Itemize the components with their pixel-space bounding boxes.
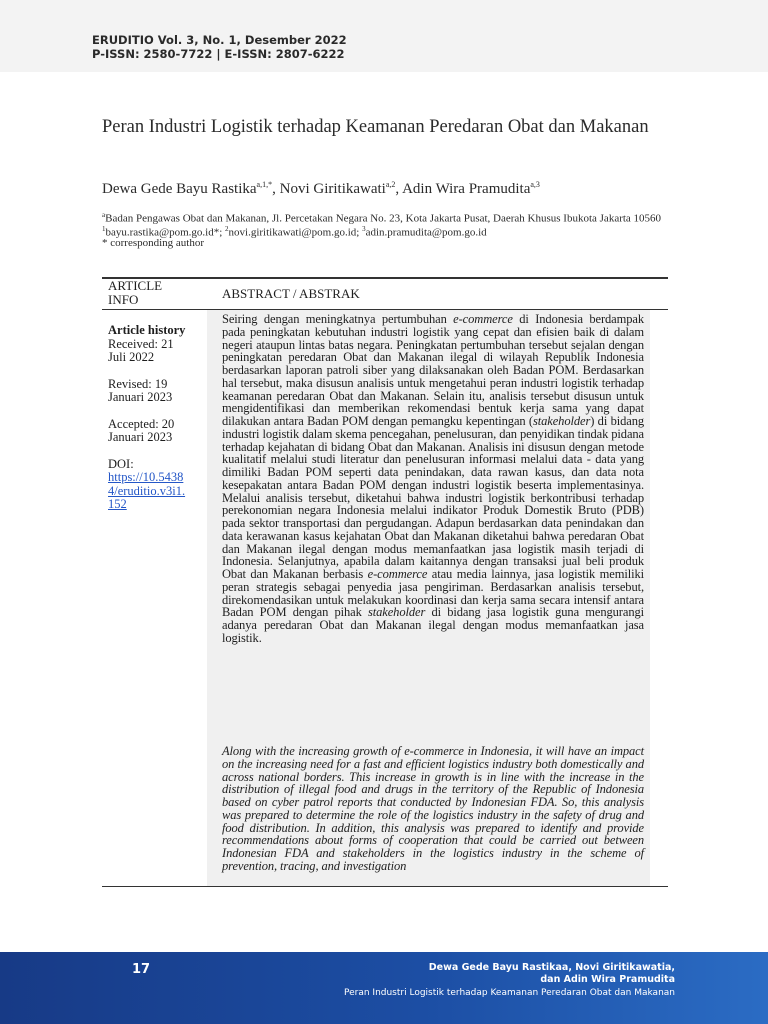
corresponding-note: * corresponding author bbox=[102, 237, 205, 250]
abstract-italic-term: stakeholder bbox=[367, 605, 426, 620]
abstract-text-run: di bidang jasa logistik guna mengurangi adanya peredaran Obat dan Makanan ilegal dengan modus memanfaatkan jasa logistik. bbox=[222, 605, 644, 645]
abstract-italic-term: e-commerce bbox=[453, 312, 513, 326]
email: novi.giritikawati@pom.go.id; bbox=[228, 226, 363, 239]
author-name: Adin Wira Pramudita bbox=[402, 181, 531, 197]
accepted-date: Accepted: 20 Januari 2023 bbox=[108, 416, 175, 444]
article-info-column bbox=[108, 324, 188, 525]
abstract-italic-term: e-commerce bbox=[367, 567, 428, 581]
email: bayu.rastika@pom.go.id*; bbox=[105, 226, 226, 239]
table-bottom-rule bbox=[102, 886, 668, 887]
journal-header bbox=[92, 33, 347, 61]
author-affiliation-mark: a,3 bbox=[530, 180, 540, 189]
received-date: Received: 21 Juli 2022 bbox=[108, 336, 174, 364]
doi-label: DOI: bbox=[108, 456, 134, 471]
abstract-heading: ABSTRACT / ABSTRAK bbox=[222, 286, 360, 301]
abstract-text-run: Seiring dengan meningkatnya pertumbuhan bbox=[222, 312, 454, 326]
abstract-english: Along with the increasing growth of e-commerce in Indonesia, it will have an impact on the increasing need for a fast and efficient logistics industry both domestically and across national borders. This increase in growth is in line with the increase in the distribution of illegal food and drugs in the territory of the Republic of Indonesia based on cyber patrol reports that conducted by Indonesian FDA. So, this analysis was prepared to determine the role of the logistics industry in the safety of drug and food distribution. In addition, this analysis was prepared to identify and provide recommendations about forms of cooperation that could be carried out between Indonesian FDA and stakeholders in the logistics industry in the scheme of prevention, tracing, and investigation bbox=[222, 744, 644, 873]
author-name: Dewa Gede Bayu Rastika bbox=[102, 181, 257, 197]
doi-link[interactable]: https://10.54384/eruditio.v3i1.152 bbox=[108, 470, 186, 511]
footer-authors: Dewa Gede Bayu Rastikaa, Novi Giritikawatia, dan Adin Wira Pramudita bbox=[428, 962, 675, 985]
article-title: Peran Industri Logistik terhadap Keamanan Peredaran Obat dan Makanan bbox=[102, 117, 649, 137]
email: adin.pramudita@pom.go.id bbox=[365, 226, 487, 239]
abstract-text-run: ) di bidang industri logistik dalam skema pencegahan, penelusuran, dan penyidikan tindak pidana terhadap kejahatan di bidang Obat dan Makanan. Analisis ini disusun dengan metode kualitatif melalui studi literatur dan penelusuran informasi melalui data - data yang dimiliki Badan POM seperti data penindakan, data rawan kasus, dan data nota kesepakatan antara Badan POM dengan industri logistik beserta implementasinya. Melalui analisis tersebut, diketahui bahwa industri logistik berkontribusi terhadap perekonomian negara Indonesia melalui indikator Produk Domestik Bruto (PDB) pada sektor transportasi dan pergudangan. Adapun berdasarkan data penindakan dan data kerawanan kasus kejahatan Obat dan Makanan diketahui bahwa peredaran Obat dan Makanan ilegal dengan modus memanfaatkan jasa logistik masih terjadi di Indonesia. Selanjutnya, apabila dalam kaitannya dengan transaksi jual beli produk Obat dan Makanan berbasis bbox=[222, 414, 644, 581]
article-info-heading: ARTICLE INFO bbox=[108, 278, 163, 307]
affiliations bbox=[102, 210, 662, 249]
author-name: Novi Giritikawati bbox=[279, 181, 386, 197]
revised-date: Revised: 19 Januari 2023 bbox=[108, 376, 173, 404]
page-number: 17 bbox=[132, 962, 151, 977]
abstract-text-run: atau media lainnya, jasa logistik memiliki peran strategis sebagai penyedia jasa pengiriman. Berdasarkan analisis tersebut, direkomendasikan untuk melakukan koordinasi dan kerja sama secara intensif antara Badan POM dengan pihak bbox=[222, 567, 645, 620]
author-emails: $^1$bayu.rastika@pom.go.id*; $^2$novi.giritikawati@pom.go.id; $^3$adin.pramudita@pom.go.id bbox=[102, 225, 487, 239]
author-affiliation-mark: a,2 bbox=[385, 180, 396, 189]
affiliation-line: $^a$Badan Pengawas Obat dan Makanan, Jl. Percetakan Negara No. 23, Kota Jakarta Pusat, Daerah Khusus Ibukota Jakarta 10560 bbox=[102, 211, 662, 225]
author-list: Dewa Gede Bayu Rastika$^{a,1,*}$, Novi Giritikawati$^{a,2}$, Adin Wira Pramudita$^{a,3}$ bbox=[102, 180, 540, 197]
abstract-text-run: di Indonesia berdampak pada peningkatan kebutuhan industri logistik yang cepat dan efisien baik di dalam negeri ataupun lintas batas negara. Peningkatan pertumbuhan tersebut sejalan dengan peningkatan peredaran Obat dan Makanan ilegal di wilayah Republik Indonesia berdasarkan laporan patroli siber yang dilaksanakan oleh Badan POM. Berdasarkan hal tersebut, maka disusun analisis untuk mengetahui peran industri logistik terhadap keamanan peredaran Obat dan Makanan. Selain itu, analisis tersebut disusun untuk mengidentifikasi dan memberikan rekomendasi bentuk kerja sama yang dapat dilakukan antara Badan POM dengan pemangku kepentingan ( bbox=[222, 312, 644, 428]
journal-issn: P-ISSN: 2580-7722 | E-ISSN: 2807-6222 bbox=[92, 47, 345, 61]
abstract-italic-term: stakeholder bbox=[533, 414, 591, 428]
abstract-indonesian bbox=[222, 313, 644, 645]
footer-title: Peran Industri Logistik terhadap Keamanan Peredaran Obat dan Makanan bbox=[343, 988, 675, 998]
journal-volume: ERUDITIO Vol. 3, No. 1, Desember 2022 bbox=[92, 33, 347, 47]
author-affiliation-mark: a,1,* bbox=[256, 180, 273, 189]
article-history-label: Article history bbox=[108, 323, 186, 337]
